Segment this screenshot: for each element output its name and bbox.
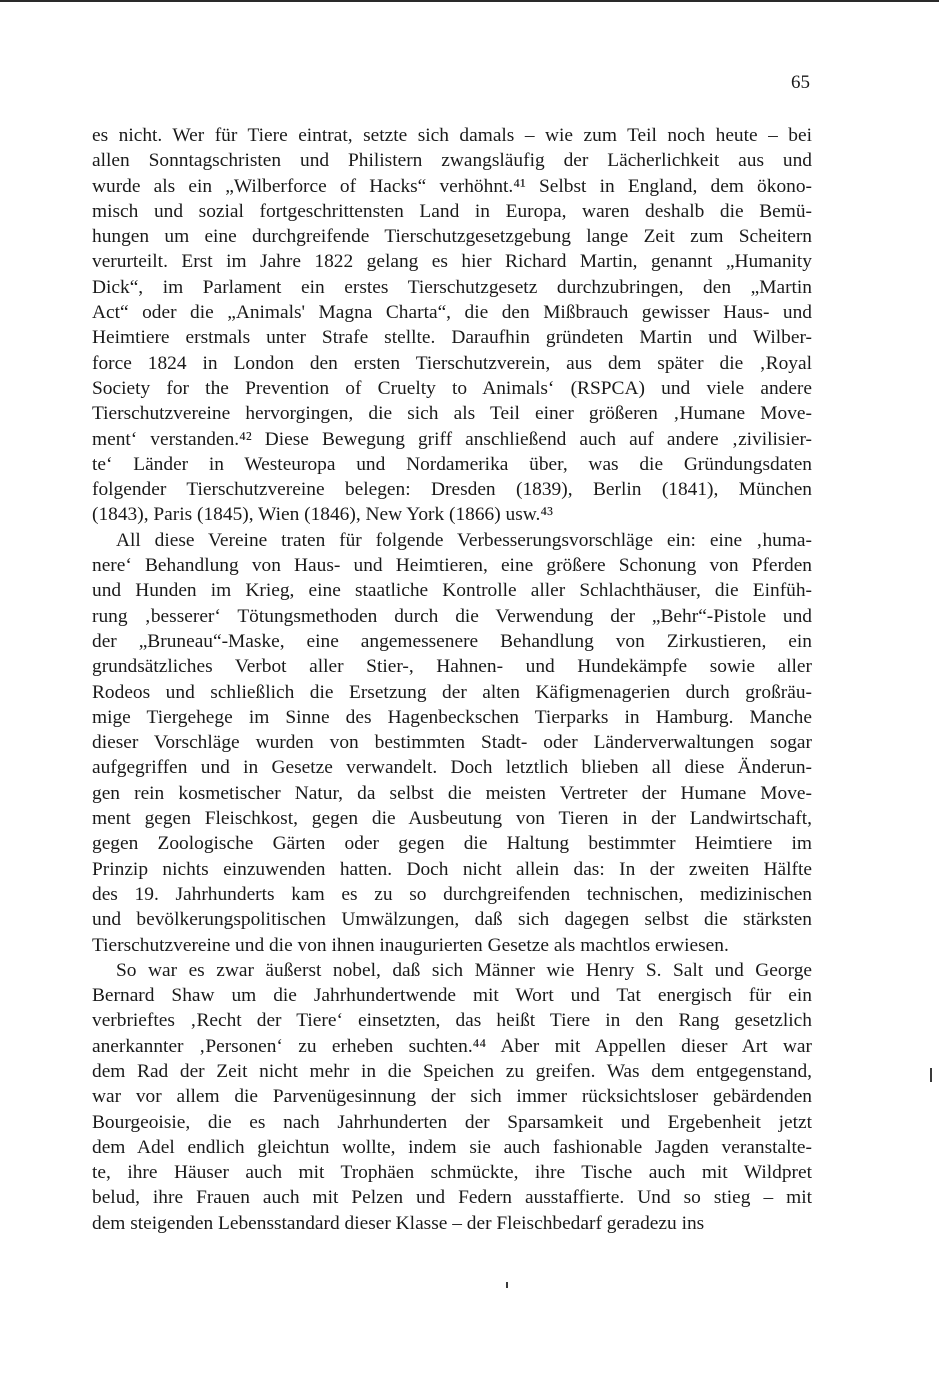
text-line: Prinzip nichts einzuwenden hatten. Doch nicht allein das: In der zweiten Hälfte	[92, 858, 812, 880]
text-line: Act“ oder die „Animals' Magna Charta“, die den Mißbrauch gewisser Haus- und	[92, 302, 812, 324]
text-line: force 1824 in London den ersten Tierschutzverein, aus dem später die ‚Royal	[92, 352, 812, 374]
text-line: dem steigenden Lebensstandard dieser Klasse – der Fleischbedarf geradezu ins	[92, 1212, 705, 1234]
text-line: nere‘ Behandlung von Haus- und Heimtieren, eine größere Schonung von Pferden	[92, 555, 812, 577]
text-line: So war es zwar äußerst nobel, daß sich Männer wie Henry S. Salt und George	[116, 959, 812, 981]
text-line: gen rein kosmetischer Natur, da selbst die meisten Vertreter der Humane Move-	[92, 782, 812, 804]
text-line: dieser Vorschläge wurden von bestimmten Stadt- oder Länderverwaltungen sogar	[92, 732, 812, 754]
text-line: Tierschutzvereine hervorgingen, die sich als Teil einer größeren ‚Humane Move-	[92, 403, 812, 425]
text-line: Tierschutzvereine und die von ihnen inaugurierten Gesetze als machtlos erwiesen.	[92, 934, 729, 956]
text-line: war vor allem die Parvenügesinnung der sich immer rücksichtsloser gebärdenden	[92, 1086, 812, 1108]
text-line: te, ihre Häuser auch mit Trophäen schmückte, ihre Tische auch mit Wildpret	[92, 1162, 812, 1184]
text-line: te‘ Länder in Westeuropa und Nordamerika über, was die Gründungsdaten	[92, 453, 812, 475]
text-line: rung ‚besserer‘ Tötungsmethoden durch die Verwendung der „Behr“-Pistole und	[92, 605, 812, 627]
page-number: 65	[791, 72, 810, 93]
text-line: und bevölkerungspolitischen Umwälzungen, daß sich dagegen selbst die stärksten	[92, 909, 812, 931]
text-line: aufgegriffen und in Gesetze verwandelt. Doch letztlich blieben all diese Änderun-	[92, 757, 812, 779]
scan-top-edge	[0, 0, 939, 2]
text-line: grundsätzliches Verbot aller Stier-, Hahnen- und Hundekämpfe sowie aller	[92, 656, 812, 678]
text-line: verurteilt. Erst im Jahre 1822 gelang es hier Richard Martin, genannt „Humanity	[92, 251, 812, 273]
text-line: ment gegen Fleischkost, gegen die Ausbeutung von Tieren in der Landwirtschaft,	[92, 808, 812, 830]
text-line: anerkannter ‚Personen‘ zu erheben suchten.⁴⁴ Aber mit Appellen dieser Art war	[92, 1035, 812, 1057]
text-line: allen Sonntagschristen und Philistern zwangsläufig der Lächerlichkeit aus und	[92, 150, 812, 172]
text-line: misch und sozial fortgeschrittensten Land in Europa, waren deshalb die Bemü-	[92, 200, 812, 222]
text-line: der „Bruneau“-Maske, eine angemessenere Behandlung von Zirkustieren, ein	[92, 630, 812, 652]
body-text	[92, 123, 812, 1236]
text-line: belud, ihre Frauen auch mit Pelzen und Federn ausstaffierte. Und so stieg – mit	[92, 1187, 812, 1209]
text-line: Bourgeoisie, die es nach Jahrhunderten der Sparsamkeit und Ergebenheit jetzt	[92, 1111, 812, 1133]
scan-speck	[506, 1282, 508, 1288]
text-line: All diese Vereine traten für folgende Verbesserungsvorschläge ein: eine ‚huma-	[116, 529, 812, 551]
text-line: (1843), Paris (1845), Wien (1846), New York (1866) usw.⁴³	[92, 504, 553, 526]
text-line: dem Rad der Zeit nicht mehr in die Speichen zu greifen. Was dem entgegenstand,	[92, 1060, 812, 1082]
text-line: Heimtiere erstmals unter Strafe stellte. Daraufhin gründeten Martin und Wilber-	[92, 327, 812, 349]
text-line: ment‘ verstanden.⁴² Diese Bewegung griff anschließend auch auf andere ‚zivilisier-	[92, 428, 812, 450]
text-line: Bernard Shaw um die Jahrhundertwende mit Wort und Tat energisch für ein	[92, 985, 812, 1007]
scan-speck	[930, 1068, 932, 1082]
text-line: wurde als ein „Wilberforce of Hacks“ verhöhnt.⁴¹ Selbst in England, dem ökono-	[92, 175, 812, 197]
text-line: Rodeos und schließlich die Ersetzung der alten Käfigmenagerien durch großräu-	[92, 681, 812, 703]
text-line: hungen um eine durchgreifende Tierschutzgesetzgebung lange Zeit zum Scheitern	[92, 226, 812, 248]
text-line: dem Adel endlich gleichtun wollte, indem sie auch fashionable Jagden veranstalte-	[92, 1136, 812, 1158]
text-line: gegen Zoologische Gärten oder gegen die Haltung bestimmter Heimtiere im	[92, 833, 812, 855]
text-line: folgender Tierschutzvereine belegen: Dresden (1839), Berlin (1841), München	[92, 479, 812, 501]
text-line: mige Tiergehege im Sinne des Hagenbeckschen Tierparks in Hamburg. Manche	[92, 706, 812, 728]
text-line: Society for the Prevention of Cruelty to Animals‘ (RSPCA) und viele andere	[92, 377, 812, 399]
text-line: des 19. Jahrhunderts kam es zu so durchgreifenden technischen, medizinischen	[92, 883, 812, 905]
text-line: es nicht. Wer für Tiere eintrat, setzte sich damals – wie zum Teil noch heute – bei	[92, 125, 812, 146]
text-line: Dick“, im Parlament ein erstes Tierschutzgesetz durchzubringen, den „Martin	[92, 276, 812, 298]
text-line: verbrieftes ‚Recht der Tiere‘ einsetzten, das heißt Tiere in den Rang gesetzlich	[92, 1010, 812, 1032]
text-line: und Hunden im Krieg, eine staatliche Kontrolle aller Schlachthäuser, die Einfüh-	[92, 580, 812, 602]
